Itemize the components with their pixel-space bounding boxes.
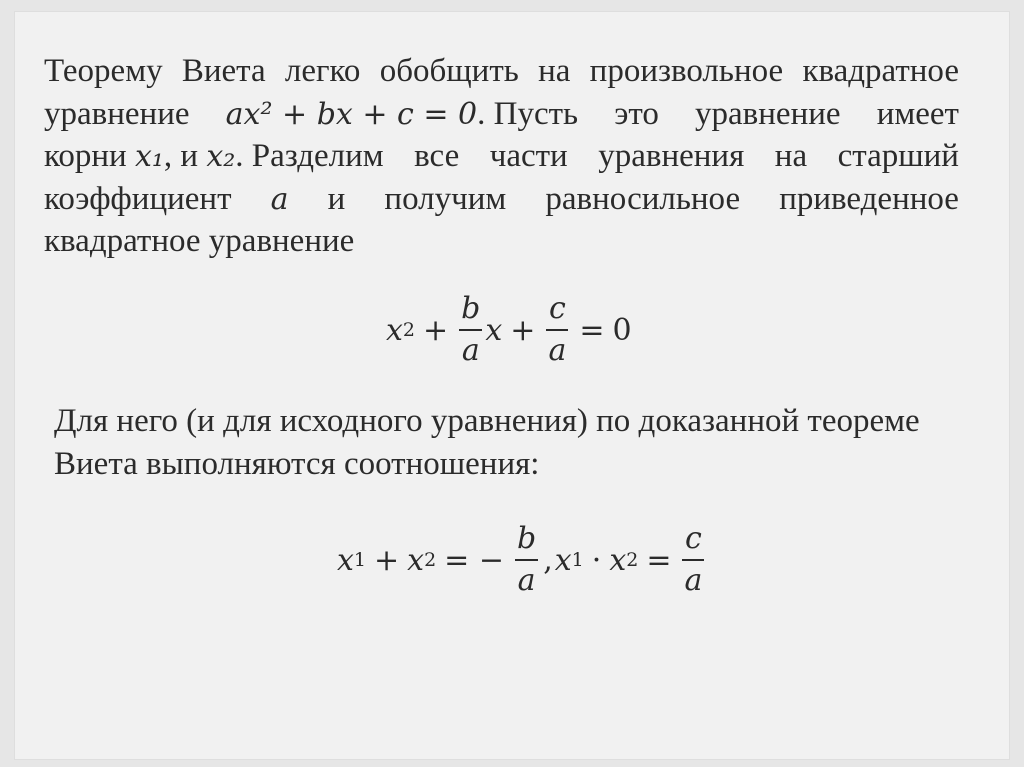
- math-var: x: [386, 312, 403, 348]
- word: корни: [44, 138, 127, 174]
- intro-paragraph: [44, 50, 959, 263]
- inline-equation-quadratic: ax² + bx + c = 0: [225, 96, 478, 132]
- math-operator: +: [423, 312, 449, 348]
- word: приведенное: [779, 180, 959, 217]
- word: равносильное: [545, 180, 741, 217]
- intro-line-3: [44, 135, 959, 178]
- vieta-line-2: Виета выполняются соотношения:: [54, 445, 540, 482]
- fraction-numerator: b: [516, 521, 537, 556]
- word: все: [414, 138, 460, 174]
- word: уравнение: [695, 95, 841, 132]
- word: уравнения: [598, 138, 745, 174]
- text-fragment: , и: [163, 138, 199, 174]
- reduced-quadratic-equation: x 2 + $\frac{b}{a}$ x + $\frac{c}{a}$ = 0: [386, 291, 632, 368]
- vieta-line-1: Для него (и для исходного уравнения) по доказанной теореме: [54, 403, 920, 439]
- math-operator: =: [579, 312, 605, 348]
- vieta-relations-equation: x 1 + x 2 = − $\frac{b}{a}$ , x 1 · x 2 = $\frac{c}{a}$: [337, 521, 703, 598]
- inline-var-x2: x₂: [206, 139, 236, 174]
- word: имеет: [876, 95, 959, 132]
- fraction-denominator: a: [548, 333, 567, 368]
- fraction-numerator: c: [548, 291, 566, 326]
- word: на: [538, 53, 571, 89]
- math-operator: +: [510, 312, 536, 348]
- word: произвольное: [589, 53, 784, 89]
- math-operator: ·: [591, 542, 602, 578]
- word: и: [327, 180, 346, 217]
- word: это: [614, 95, 659, 132]
- math-comma: ,: [543, 542, 553, 578]
- math-var: x: [485, 312, 503, 348]
- word: уравнение: [44, 95, 190, 132]
- word: части: [489, 138, 568, 174]
- math-var: x: [554, 542, 572, 578]
- intro-line-2: [44, 93, 959, 136]
- word: получим: [384, 180, 507, 217]
- fraction-bar: [459, 329, 482, 331]
- word: старший: [837, 138, 959, 174]
- text-fragment: . Пусть: [477, 95, 579, 132]
- intro-line-5: квадратное уравнение: [44, 223, 355, 259]
- math-var: x: [407, 542, 425, 578]
- word: Теорему: [44, 53, 163, 89]
- word: на: [774, 138, 808, 174]
- word: легко: [284, 53, 361, 89]
- vieta-paragraph: [54, 400, 969, 485]
- intro-line-4: [44, 178, 959, 221]
- word: Виета: [181, 53, 266, 89]
- fraction-bar: [682, 559, 704, 561]
- word: обобщить: [379, 53, 519, 89]
- fraction-bar: [515, 559, 538, 561]
- fraction-bar: [546, 329, 568, 331]
- word: квадратное: [802, 53, 959, 89]
- fraction-b-over-a: [459, 291, 482, 369]
- fraction-denominator: a: [461, 333, 480, 368]
- word: коэффициент: [44, 180, 232, 217]
- math-number: 0: [612, 312, 632, 348]
- math-var: x: [609, 542, 627, 578]
- fraction-b-over-a: [515, 521, 538, 599]
- intro-line-1: [44, 50, 959, 93]
- fraction-denominator: a: [517, 563, 536, 598]
- math-operator: +: [374, 542, 400, 578]
- fraction-c-over-a: [546, 291, 568, 369]
- inline-var-x1: x₁: [134, 139, 164, 174]
- math-operator: = −: [444, 542, 504, 578]
- slide: [15, 12, 1009, 759]
- fraction-numerator: c: [685, 521, 702, 556]
- fraction-c-over-a: [682, 521, 704, 599]
- text-fragment: . Разделим: [235, 138, 384, 174]
- fraction-denominator: a: [684, 563, 703, 598]
- inline-var-a: a: [270, 181, 289, 217]
- fraction-numerator: b: [461, 291, 481, 326]
- math-operator: =: [646, 542, 672, 578]
- math-var: x: [337, 542, 354, 578]
